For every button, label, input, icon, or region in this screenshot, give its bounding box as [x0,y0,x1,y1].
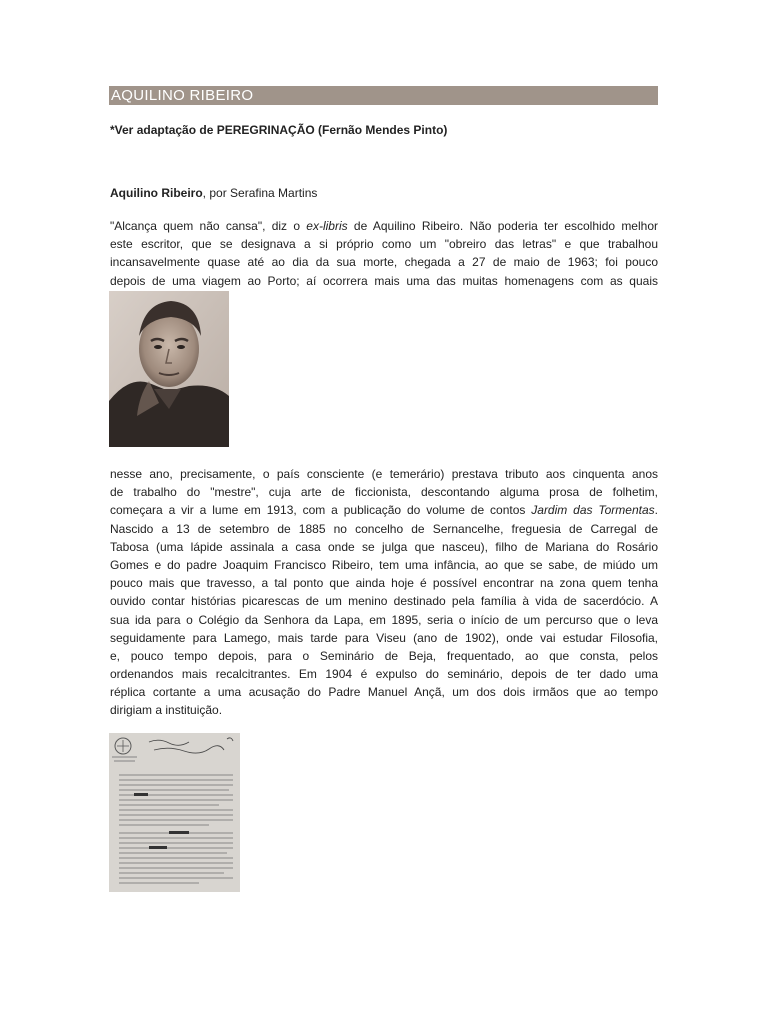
book-title-italic: Jardim das Tormentas [531,503,655,518]
paragraph-biography [110,465,658,720]
text-line: de trabalho do "mestre", cuja arte de ficcionista, descontando alguma prosa de folhetim, [110,485,658,500]
text-line: pouco mais que travesso, a tal ponto que ainda hoje é possível encontrar na zona quem tenha [110,576,658,591]
text-line: ordenandos mais recalcitrantes. Em 1904 é expulso do seminário, depois de ter dado uma [110,667,658,682]
text-line: depois de uma viagem ao Porto; aí ocorrera mais uma das muitas homenagens com as quais [110,273,658,288]
title-bar [109,86,658,105]
text-line: Tabosa (uma lápide assinala a casa onde se julga que nasceu), filho de Mariana do Rosário [110,539,658,554]
text-line: seguidamente para Lamego, mais tarde para Viseu (ano de 1902), onde vai estudar Filosofia, [110,630,658,645]
text-line: ouvido contar histórias picarescas de um menino destinado pela família à vida de sacerdócio. A [110,594,658,609]
text-line: réplica cortante a uma acusação do Padre Manuel Ançã, um dos dois irmãos que ao tempo [110,685,658,700]
byline-author: Aquilino Ribeiro [110,186,203,200]
text-line: dirigiam a instituição. [110,703,223,718]
subtitle-link[interactable]: *Ver adaptação de PEREGRINAÇÃO (Fernão Mendes Pinto) [110,123,448,137]
text-line: Nascido a 13 de setembro de 1885 no concelho de Sernancelhe, freguesia de Carregal de [110,521,658,536]
ex-libris-italic: ex-libris [306,219,348,233]
text-line: e, pouco tempo depois, para o Seminário de Beja, frequentado, ao que consta, pelos [110,648,658,663]
byline-rest: , por Serafina Martins [202,186,318,200]
text-line: "Alcança quem não cansa", diz o ex-libris de Aquilino Ribeiro. Não poderia ter escolhido melhor [110,219,658,233]
text-line: Gomes e do padre Joaquim Francisco Ribeiro, tem uma infância, ao que se sabe, de miúdo um [110,557,658,572]
text-line: começara a vir a lume em 1913, com a publicação do volume de contos Jardim das Tormentas. [110,503,658,518]
text-line: sua ida para o Colégio da Senhora da Lapa, em 1895, seria o início de um percurso que o leva [110,612,658,627]
text-line: este escritor, que se designava a si próprio como um "obreiro das letras" e que trabalhou [110,237,658,252]
text-line: incansavelmente quase até ao dia da sua morte, chegada a 27 de maio de 1963; foi pouco [110,255,658,270]
portrait-photo [109,291,229,447]
paragraph-intro [110,217,658,290]
page-title: AQUILINO RIBEIRO [111,87,254,104]
manuscript-page [109,733,240,892]
byline [110,185,317,201]
text-line: nesse ano, precisamente, o país consciente (e temerário) prestava tributo aos cinquenta anos [110,467,658,481]
